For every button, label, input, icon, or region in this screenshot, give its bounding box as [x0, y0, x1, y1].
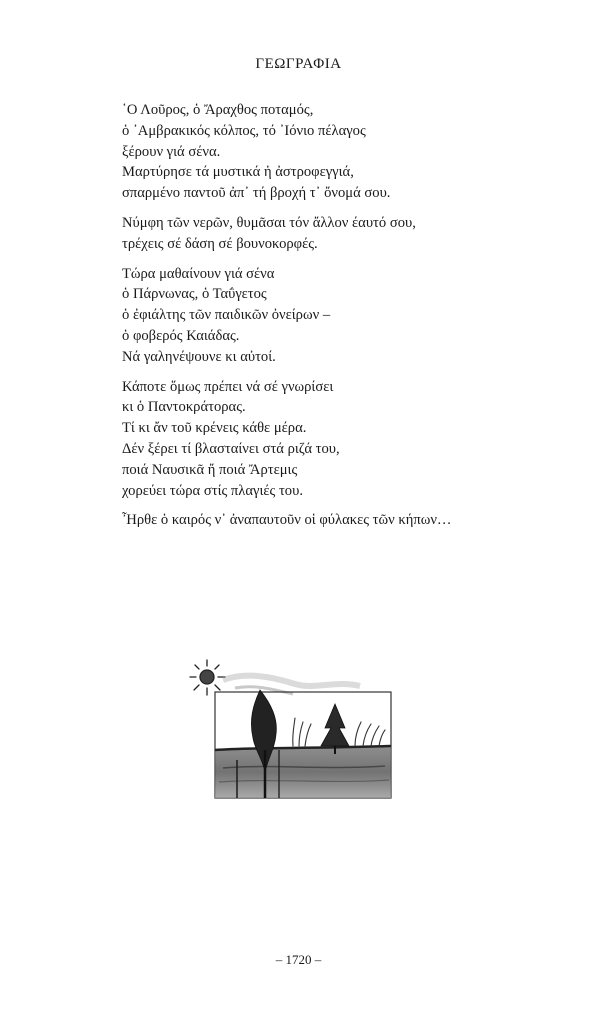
- poem-line: ὁ φοβερός Καιάδας.: [122, 327, 240, 344]
- stanza-4: [122, 377, 562, 502]
- poem-line: Τώρα μαθαίνουν γιά σένα: [122, 265, 275, 282]
- poem-line: Ἦρθε ὁ καιρός ν᾿ ἀναπαυτοῦν οἱ φύλακες τῶν κήπων…: [122, 512, 452, 529]
- poem-line: Νά γαληνέψουνε κι αὐτοί.: [122, 348, 276, 365]
- poem-line: σπαρμένο παντοῦ ἀπ᾿ τή βροχή τ᾿ ὄνομά σου.: [122, 185, 391, 202]
- poem-line: κι ὁ Παντοκράτορας.: [122, 399, 246, 416]
- poem-line: Μαρτύρησε τά μυστικά ἡ ἀστροφεγγιά,: [122, 164, 354, 181]
- stanza-1: [122, 100, 562, 204]
- poem-line: Κάποτε ὅμως πρέπει νά σέ γνωρίσει: [122, 378, 334, 395]
- poem-line: χορεύει τώρα στίς πλαγιές του.: [122, 482, 303, 499]
- poem-line: ὁ ἐφιάλτης τῶν παιδικῶν ὀνείρων –: [122, 307, 331, 324]
- page-number: – 1720 –: [275, 952, 322, 967]
- poem-line: ξέρουν γιά σένα.: [122, 143, 221, 160]
- poem: [122, 100, 562, 540]
- poem-line: τρέχεις σέ δάση σέ βουνοκορφές.: [122, 235, 318, 252]
- stanza-2: [122, 213, 562, 255]
- page-title: ΓΕΩΓΡΑΦΙΑ: [255, 56, 342, 72]
- poem-line: Δέν ξέρει τί βλασταίνει στά ριζά του,: [122, 440, 340, 457]
- poem-line: Τί κι ἄν τοῦ κρένεις κάθε μέρα.: [122, 420, 307, 437]
- stanza-3: [122, 264, 562, 368]
- ink-landscape-drawing-icon: [175, 650, 400, 805]
- poem-line: ὁ Πάρνωνας, ὁ Ταΰγετος: [122, 286, 267, 303]
- poem-line: Νύμφη τῶν νερῶν, θυμᾶσαι τόν ἄλλον έαυτό σου,: [122, 214, 416, 231]
- stanza-5: [122, 510, 562, 531]
- poem-line: ὁ ᾿Αμβρακικός κόλπος, τό ᾿Ιόνιο πέλαγος: [122, 122, 366, 139]
- poem-line: ῾Ο Λοῦρος, ὁ Ἄραχθος ποταμός,: [122, 102, 314, 118]
- sun-icon: [190, 660, 225, 695]
- poem-line: ποιά Ναυσικᾶ ἤ ποιά Ἄρτεμις: [122, 461, 298, 478]
